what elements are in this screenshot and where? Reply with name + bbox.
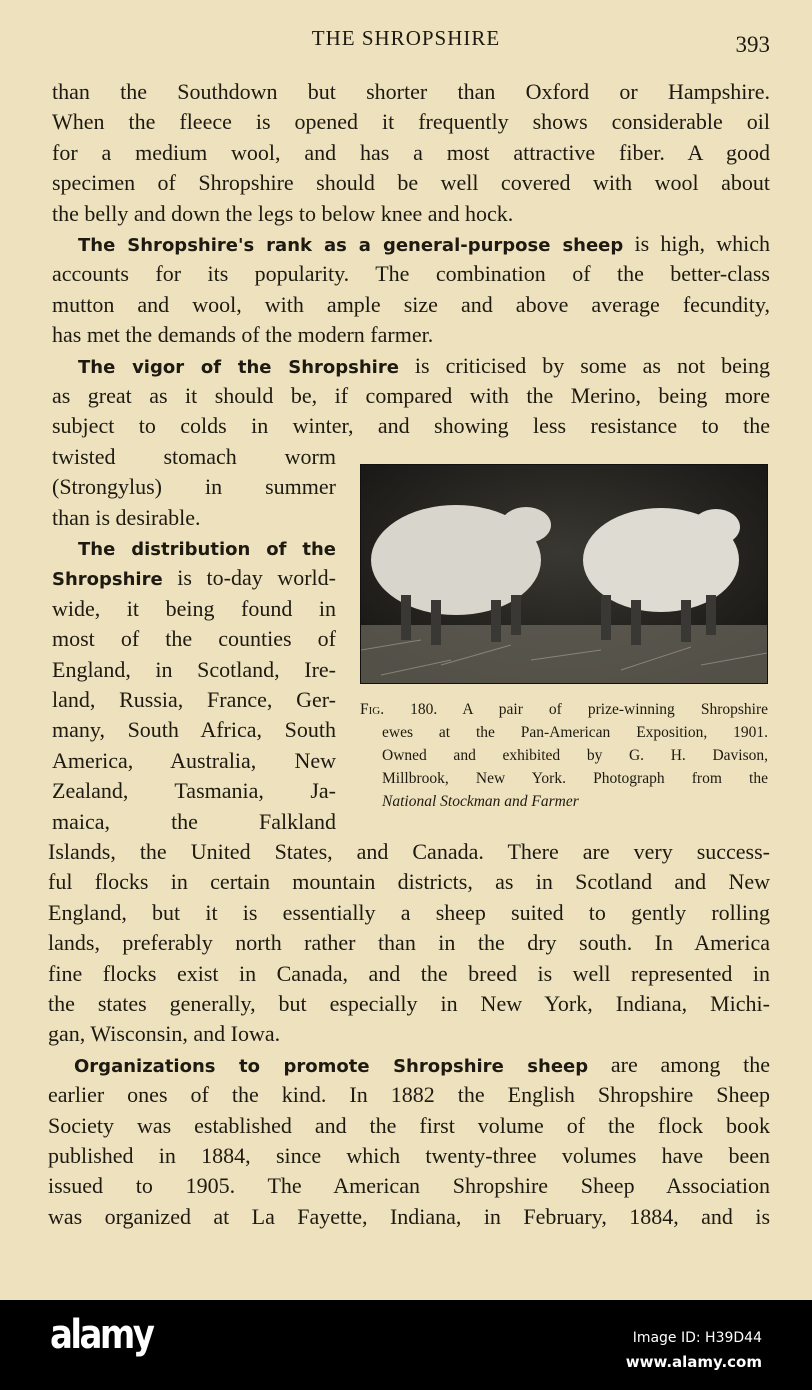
text-line: lands, preferably north rather than in the dry south. In America	[48, 930, 770, 956]
text-line: accounts for its popularity. The combination of the better-class	[52, 261, 770, 287]
text-line: gan, Wisconsin, and Iowa.	[48, 1021, 281, 1047]
text-line: Shropshire is to-day world-	[52, 565, 336, 591]
text-line: has met the demands of the modern farmer.	[52, 322, 434, 348]
bold-lead-in: The Shropshire's rank as a general-purpose sheep	[78, 235, 624, 256]
bold-lead-in: Shropshire	[52, 569, 163, 591]
text-line: When the fleece is opened it frequently shows considerable oil	[52, 109, 770, 135]
text-line: mutton and wool, with ample size and above average fecundity,	[52, 291, 770, 317]
text-line: issued to 1905. The American Shropshire Sheep Association	[48, 1173, 770, 1199]
text-line: as great as it should be, if compared with the Merino, being more	[52, 383, 770, 408]
site-url: www.alamy.com	[625, 1353, 762, 1371]
text-line: fine flocks exist in Canada, and the breed is well represented in	[48, 960, 770, 986]
text-line: most of the counties of	[52, 626, 336, 652]
text-line: America, Australia, New	[52, 747, 336, 773]
text-line: (Strongylus) in summer	[52, 474, 336, 500]
text-line: Zealand, Tasmania, Ja-	[52, 778, 336, 804]
text-line: maica, the Falkland	[52, 808, 336, 834]
caption-source: National Stockman and Farmer	[382, 793, 579, 810]
text-line: The vigor of the Shropshire is criticised by some as not being	[78, 352, 770, 378]
bold-lead-in: The vigor of the Shropshire	[78, 356, 399, 378]
figure-photo	[360, 464, 768, 684]
caption-line: Fig. 180. A pair of prize-winning Shropshire	[360, 701, 768, 718]
text-line: land, Russia, France, Ger-	[52, 687, 336, 712]
bold-lead-in: The distribution of the	[78, 539, 336, 560]
text-line: ful flocks in certain mountain districts, as in Scotland and New	[48, 869, 770, 895]
watermark-footer	[0, 1300, 812, 1390]
text-line: than the Southdown but shorter than Oxford or Hampshire.	[52, 79, 770, 104]
bold-lead-in: Organizations to promote Shropshire sheep	[74, 1055, 589, 1077]
page-header	[0, 24, 812, 56]
text-line: subject to colds in winter, and showing less resistance to the	[52, 413, 770, 439]
image-id: Image ID: H39D44	[632, 1330, 762, 1346]
text-line: Society was established and the first volume of the flock book	[48, 1112, 770, 1138]
running-title: THE SHROPSHIRE	[311, 26, 501, 50]
text-line: England, but it is essentially a sheep suited to gently rolling	[48, 899, 770, 925]
figure-label: Fig. 180.	[360, 701, 438, 718]
text-line: twisted stomach worm	[52, 443, 336, 469]
text-line: Organizations to promote Shropshire sheep are among the	[74, 1051, 770, 1077]
text-line: wide, it being found in	[52, 595, 336, 621]
text-line: for a medium wool, and has a most attractive fiber. A good	[52, 139, 770, 165]
text-line: specimen of Shropshire should be well covered with wool about	[52, 170, 770, 196]
caption-line: ewes at the Pan-American Exposition, 1901.	[382, 724, 768, 741]
page-number: 393	[735, 32, 770, 57]
text-line: published in 1884, since which twenty-three volumes have been	[48, 1143, 770, 1168]
sheep-photo-image	[361, 465, 767, 683]
text-line: England, in Scotland, Ire-	[52, 656, 336, 682]
text-line: the belly and down the legs to below knee and hock.	[52, 200, 514, 226]
caption-line: Millbrook, New York. Photograph from the	[382, 770, 768, 787]
text-line: was organized at La Fayette, Indiana, in February, 1884, and is	[48, 1203, 770, 1229]
text-line: Islands, the United States, and Canada. There are very success-	[48, 839, 770, 864]
text-line: many, South Africa, South	[52, 717, 336, 743]
figure-caption	[360, 698, 768, 813]
alamy-logo: alamy	[50, 1312, 153, 1358]
text-line	[78, 533, 336, 563]
text-line: than is desirable.	[52, 504, 201, 530]
text-line: the states generally, but especially in New York, Indiana, Michi-	[48, 991, 770, 1016]
text-line: The Shropshire's rank as a general-purpose sheep is high, which	[78, 231, 770, 256]
caption-line: Owned and exhibited by G. H. Davison,	[382, 747, 768, 764]
text-line: earlier ones of the kind. In 1882 the English Shropshire Sheep	[48, 1082, 770, 1108]
